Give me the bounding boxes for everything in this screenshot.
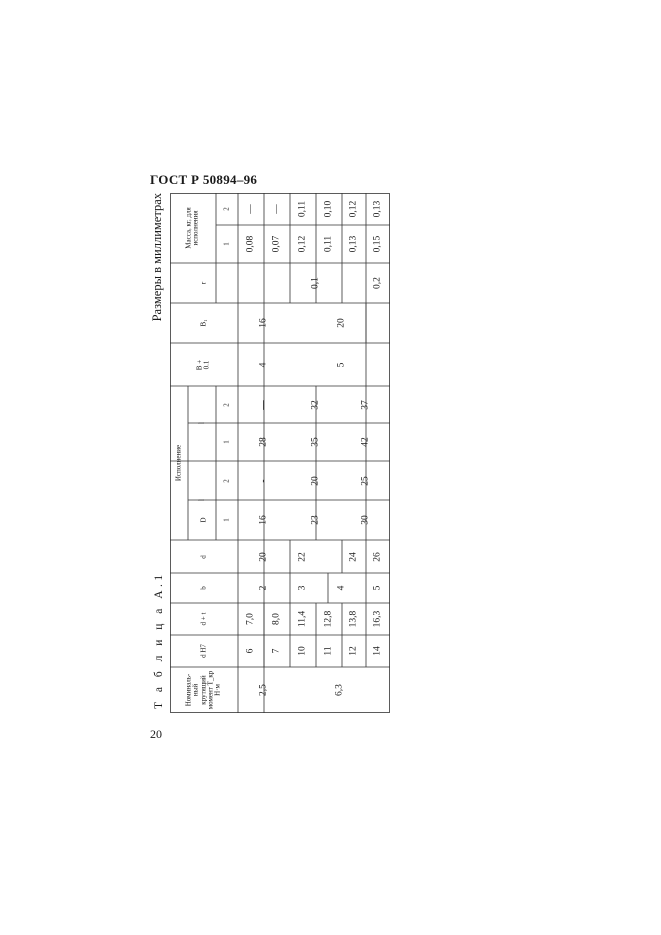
cell-dt-1: 7,0 — [245, 613, 256, 625]
header-version-1: 1 — [222, 518, 231, 522]
header-ispolnenie: Исполнение — [174, 444, 183, 482]
header-l1: l — [197, 422, 206, 424]
cell-mass1-3: 0,12 — [297, 235, 308, 253]
cell-d-1: 6 — [245, 648, 256, 654]
cell-l1-1: 16 — [258, 515, 269, 525]
cell-mass1-1: 0,08 — [245, 235, 256, 253]
header-d-h7: d H7 — [199, 644, 208, 658]
rotated-table-block — [150, 193, 390, 713]
cell-L2-3: 37 — [360, 400, 371, 410]
cell-mass1-4: 0,11 — [323, 235, 334, 253]
cell-d1-3: 24 — [348, 552, 359, 562]
header-torque: Номиналь-ный крутящий момент T_кр Н·м — [184, 670, 223, 710]
cell-d1-2: 22 — [297, 552, 308, 562]
header-mass-2: 2 — [222, 207, 231, 211]
cell-L1-1: 28 — [258, 437, 269, 447]
header-B: B + 0.1 — [195, 359, 211, 371]
cell-L2-2: 32 — [310, 400, 321, 410]
cell-r-2: 0,2 — [372, 277, 383, 289]
cell-b-3: 4 — [336, 585, 347, 591]
header-mass-1: 1 — [222, 242, 231, 246]
document-code: ГОСТ Р 50894–96 — [150, 172, 258, 187]
cell-d-4: 11 — [323, 646, 334, 656]
cell-l1-2: 23 — [310, 515, 321, 525]
table-a1 — [170, 193, 390, 713]
cell-l2-3: 25 — [360, 476, 371, 486]
cell-d-2: 7 — [271, 648, 282, 654]
cell-mass2-2: — — [271, 204, 282, 214]
header-B1: B₁ — [199, 319, 208, 327]
cell-d1-4: 26 — [372, 552, 383, 562]
cell-dt-5: 13,8 — [348, 610, 359, 628]
header-d1: d — [199, 555, 208, 559]
header-d-plus-t: d + t — [199, 612, 208, 626]
header-D: D — [199, 517, 208, 523]
cell-mass1-5: 0,13 — [348, 235, 359, 253]
cell-L1-3: 42 — [360, 437, 371, 447]
cell-B-2: 5 — [336, 362, 347, 368]
table-grid — [170, 193, 390, 713]
cell-B1-1: 16 — [258, 318, 269, 328]
cell-b-4: 5 — [372, 585, 383, 591]
cell-L2-1: — — [258, 400, 269, 410]
header-version-1b: 1 — [222, 440, 231, 444]
cell-torque-1: 2,5 — [258, 684, 269, 696]
cell-mass2-4: 0,10 — [323, 200, 334, 218]
header-version-2: 2 — [222, 479, 231, 483]
cell-mass1-6: 0,15 — [372, 235, 383, 253]
cell-dt-2: 8,0 — [271, 613, 282, 625]
header-version-2b: 2 — [222, 403, 231, 407]
cell-B1-2: 20 — [336, 318, 347, 328]
cell-b-2: 3 — [297, 585, 308, 591]
cell-mass2-1: — — [245, 204, 256, 214]
table-caption: Т а б л и ц а А.1 — [153, 571, 165, 709]
cell-dt-6: 16,3 — [372, 610, 383, 628]
cell-B-1: 4 — [258, 362, 269, 368]
cell-mass2-3: 0,11 — [297, 200, 308, 218]
cell-d-6: 14 — [372, 646, 383, 656]
cell-mass1-2: 0,07 — [271, 235, 282, 253]
table-caption-row — [150, 193, 168, 713]
header-mass: Масса, кг, для исполнения — [184, 207, 200, 249]
units-note: Размеры в миллиметрах — [150, 193, 164, 322]
cell-d1-1: 20 — [258, 552, 269, 562]
header-b: b — [199, 586, 208, 590]
cell-torque-2: 6,3 — [334, 684, 345, 696]
cell-d-3: 10 — [297, 646, 308, 656]
cell-b-1: 2 — [258, 585, 269, 591]
cell-mass2-6: 0,13 — [372, 200, 383, 218]
cell-l1-3: 30 — [360, 515, 371, 525]
cell-l2-2: 20 — [310, 476, 321, 486]
cell-dt-4: 12,8 — [323, 610, 334, 628]
cell-mass2-5: 0,12 — [348, 200, 359, 218]
page-number: 20 — [150, 727, 162, 741]
cell-r-1: 0,1 — [310, 277, 321, 289]
cell-L1-2: 35 — [310, 437, 321, 447]
cell-dt-3: 11,4 — [297, 610, 308, 628]
cell-d-5: 12 — [348, 646, 359, 656]
header-l: l — [197, 499, 206, 501]
header-r: r — [199, 281, 208, 285]
cell-l2-1: - — [258, 479, 269, 483]
